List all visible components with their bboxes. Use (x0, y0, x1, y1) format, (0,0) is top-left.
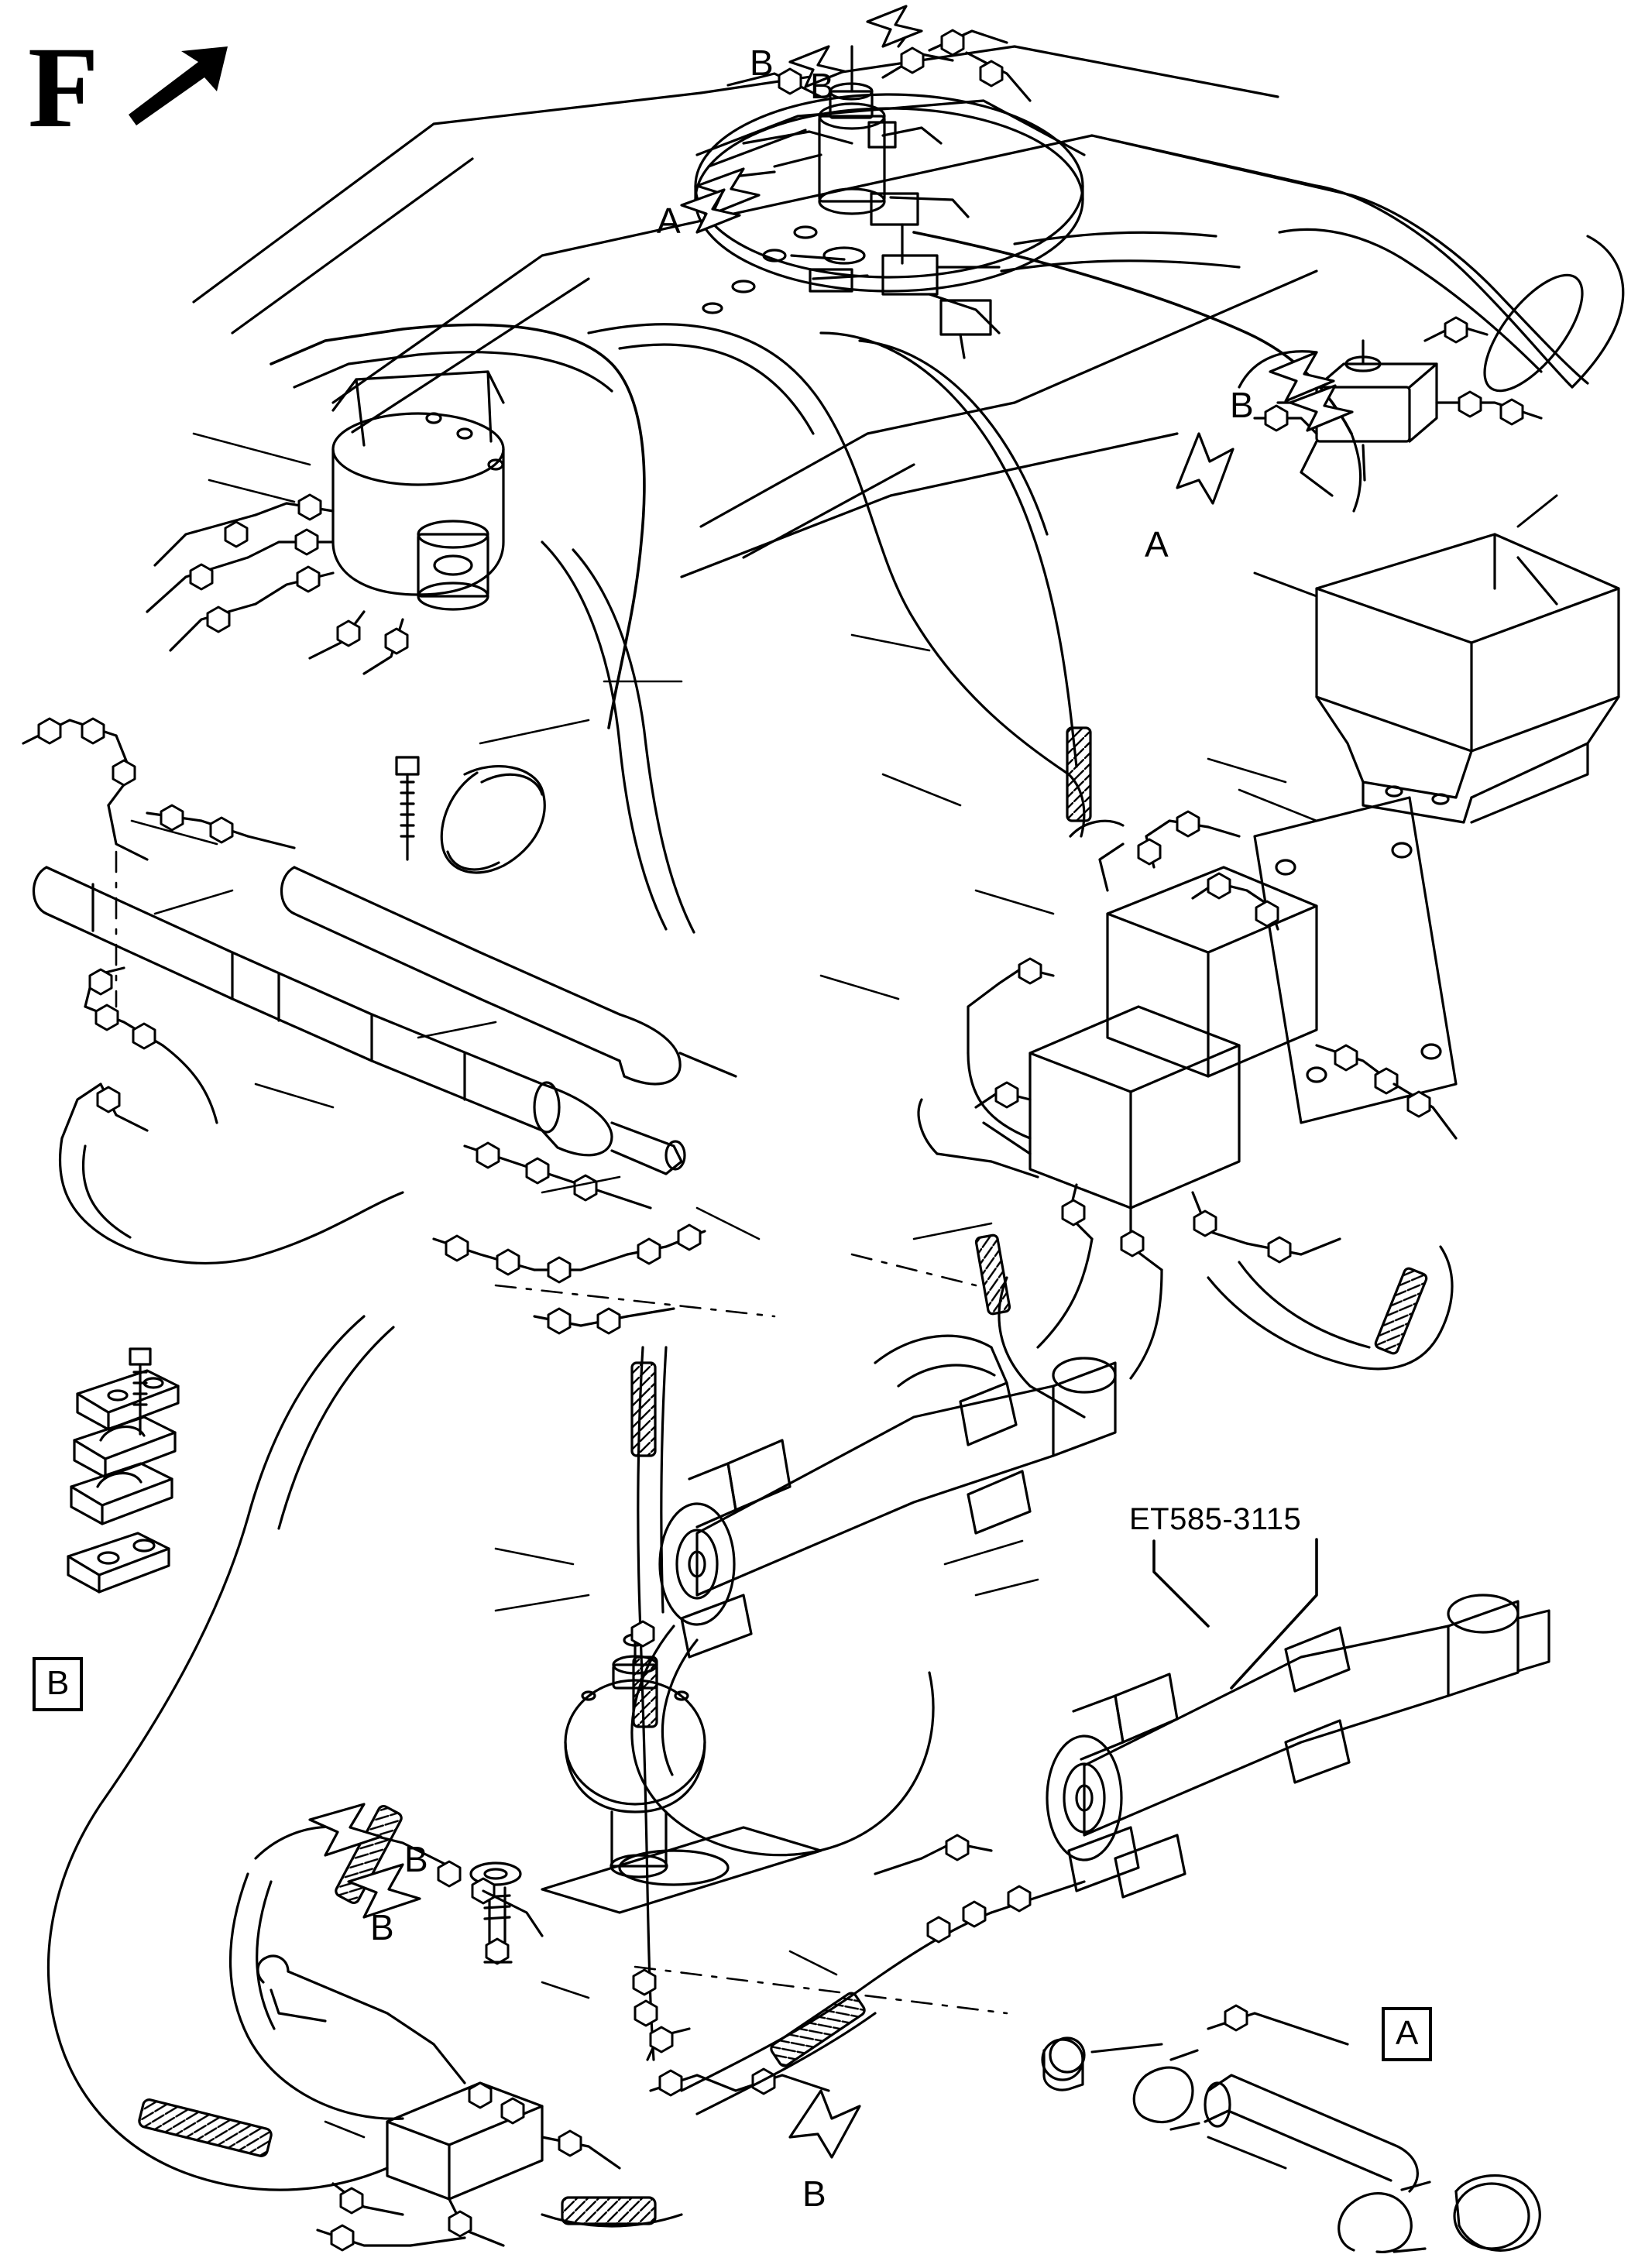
detail-a-right: A (1145, 524, 1169, 564)
view-box-a: A (1382, 2007, 1432, 2061)
part-number-et585-3115: ET585-3115 (1129, 1502, 1302, 1536)
detail-b-lower-1: B (404, 1839, 428, 1879)
orientation-mark-f: F (28, 23, 99, 152)
detail-b-right: B (1230, 385, 1254, 425)
detail-b-lower-2: B (370, 1907, 394, 1947)
orientation-arrow-icon (124, 40, 232, 125)
detail-b-top-1: B (750, 43, 774, 83)
detail-b-top-2: B (810, 66, 834, 106)
detail-b-bottom: B (802, 2174, 826, 2214)
detail-a-top: A (657, 201, 681, 241)
view-box-b: B (33, 1657, 83, 1711)
